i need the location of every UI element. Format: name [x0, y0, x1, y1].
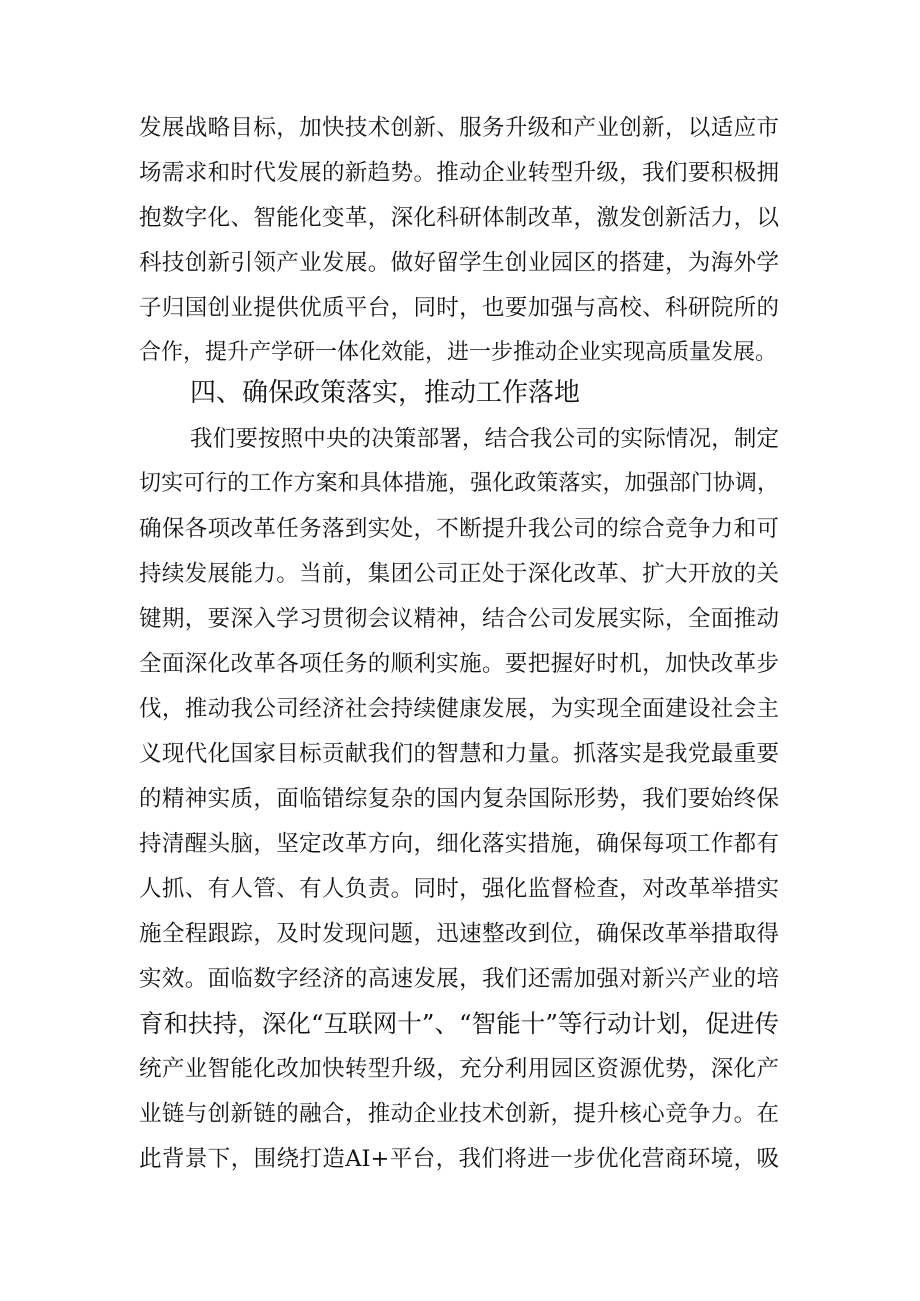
text-line: 施全程跟踪，及时发现问题，迅速整改到位，确保改革举措取得 [139, 921, 779, 947]
text-line: 持清醒头脑，坚定改革方向，细化落实措施，确保每项工作都有 [139, 831, 779, 857]
text-line: 抱数字化、智能化变革，深化科研体制改革，激发创新活力，以 [139, 205, 779, 231]
text-line: 切实可行的工作方案和具体措施，强化政策落实，加强部门协调， [139, 471, 779, 496]
text-line: 合作，提升产学研一体化效能，进一步推动企业实现高质量发展。 [139, 340, 778, 365]
text-line: 义现代化国家目标贡献我们的智慧和力量。抓落实是我党最重要 [139, 741, 779, 767]
text-line: 育和扶持，深化“互联网十”、“智能十”等行动计划，促进传 [139, 1009, 779, 1038]
text-line: 业链与创新链的融合，推动企业技术创新，提升核心竞争力。在 [139, 1101, 779, 1127]
text-line: 持续发展能力。当前，集团公司正处于深化改革、扩大开放的关 [139, 561, 779, 587]
text-line: 伐，推动我公司经济社会持续健康发展，为实现全面建设社会主 [139, 696, 779, 722]
text-line: 确保各项改革任务落到实处，不断提升我公司的综合竞争力和可 [139, 516, 779, 542]
text-line: 人抓、有人管、有人负责。同时，强化监督检查，对改革举措实 [139, 876, 779, 902]
text-line: 全面深化改革各项任务的顺利实施。要把握好时机，加快改革步 [139, 651, 779, 677]
text-line: 子归国创业提供优质平台，同时，也要加强与高校、科研院所的 [139, 295, 779, 321]
section-heading: 四、确保政策落实，推动工作落地 [190, 378, 581, 408]
text-line: 场需求和时代发展的新趋势。推动企业转型升级，我们要积极拥 [139, 160, 779, 186]
text-line: 科技创新引领产业发展。做好留学生创业园区的搭建，为海外学 [139, 250, 779, 276]
text-line: 键期，要深入学习贯彻会议精神，结合公司发展实际，全面推动 [139, 606, 779, 632]
text-line: 此背景下，围绕打造AI+平台，我们将进一步优化营商环境，吸 [139, 1146, 779, 1172]
text-line: 的精神实质，面临错综复杂的国内复杂国际形势，我们要始终保 [139, 786, 779, 812]
text-line: 统产业智能化改加快转型升级，充分利用园区资源优势，深化产 [139, 1056, 779, 1082]
text-line: 实效。面临数字经济的高速发展，我们还需加强对新兴产业的培 [139, 966, 779, 992]
text-line: 我们要按照中央的决策部署，结合我公司的实际情况，制定 [190, 426, 779, 452]
text-line: 发展战略目标，加快技术创新、服务升级和产业创新，以适应市 [139, 115, 779, 141]
